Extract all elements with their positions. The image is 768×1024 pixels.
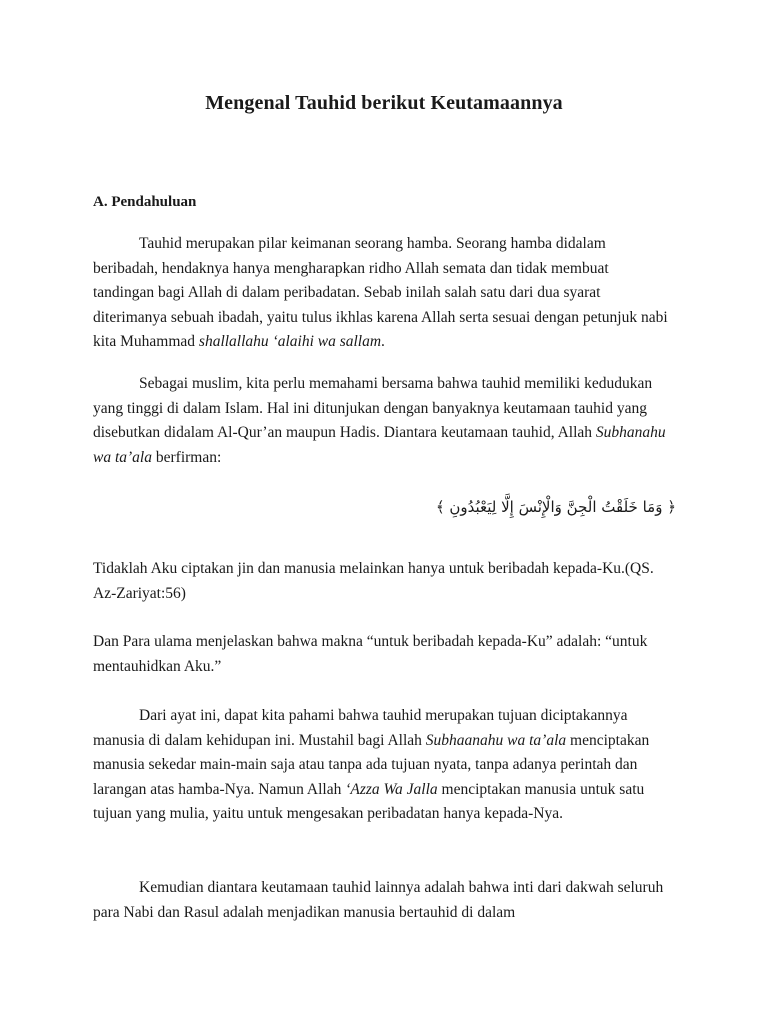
paragraph-5-text-3: menciptakan manusia untuk satu tujuan yang mulia, yaitu untuk mengesakan peribadatan hanya kepada-Nya. xyxy=(93,780,645,823)
paragraph-2-italic: Subhanahu wa ta’ala xyxy=(93,424,666,466)
paragraph-1-italic: shallallahu ‘alaihi wa sallam xyxy=(198,333,382,351)
paragraph-5-italic-2: ‘Azza Wa Jalla xyxy=(345,780,438,798)
paragraph-5-italic-1: Subhaanahu wa ta’ala xyxy=(425,731,567,749)
paragraph-1 xyxy=(93,232,669,355)
paragraph-3: Tidaklah Aku ciptakan jin dan manusia melainkan hanya untuk beribadah kepada-Ku.(QS. Az-Zariyat:56) xyxy=(93,560,654,602)
paragraph-1-text: Tauhid merupakan pilar keimanan seorang hamba. Seorang hamba didalam beribadah, hendaknya hanya mengharapkan ridho Allah semata dan tidak membuat tandingan bagi Allah di dalam peribadatan. Sebab inilah salah satu dari dua syarat diterimanya sebuah ibadah, yaitu tulus ikhlas karena Allah serta sesuai dengan petunjuk nabi kita Muhammad xyxy=(93,235,668,351)
paragraph-2-end: berfirman: xyxy=(152,448,222,466)
paragraph-2 xyxy=(93,372,669,470)
arabic-verse: ﴿ وَمَا خَلَقْتُ الْجِنَّ وَالْإِنْسَ إِلَّا لِيَعْبُدُونِ ﴾ xyxy=(435,498,676,516)
paragraph-5-text-2: menciptakan manusia sekedar main-main saja atau tanpa ada tujuan nyata, tanpa adanya perintah dan larangan atas hamba-Nya. Namun Allah xyxy=(93,731,650,798)
section-heading: A. Pendahuluan xyxy=(93,194,197,210)
paragraph-1-end: . xyxy=(381,333,385,351)
paragraph-2-text: Sebagai muslim, kita perlu memahami bersama bahwa tauhid memiliki kedudukan yang tinggi di dalam Islam. Hal ini ditunjukan dengan banyaknya keutamaan tauhid yang disebutkan didalam Al-Qur’an maupun Hadis. Diantara keutamaan tauhid, Allah xyxy=(93,375,653,442)
paragraph-6: Kemudian diantara keutamaan tauhid lainnya adalah bahwa inti dari dakwah seluruh para Nabi dan Rasul adalah menjadikan manusia bertauhid di dalam xyxy=(93,879,664,921)
paragraph-5 xyxy=(93,704,669,827)
document-title: Mengenal Tauhid berikut Keutamaannya xyxy=(205,92,563,114)
paragraph-4: Dan Para ulama menjelaskan bahwa makna “untuk beribadah kepada-Ku” adalah: “untuk mentauhidkan Aku.” xyxy=(93,633,648,675)
paragraph-5-text-1: Dari ayat ini, dapat kita pahami bahwa tauhid merupakan tujuan diciptakannya manusia di dalam kehidupan ini. Mustahil bagi Allah xyxy=(93,707,628,749)
